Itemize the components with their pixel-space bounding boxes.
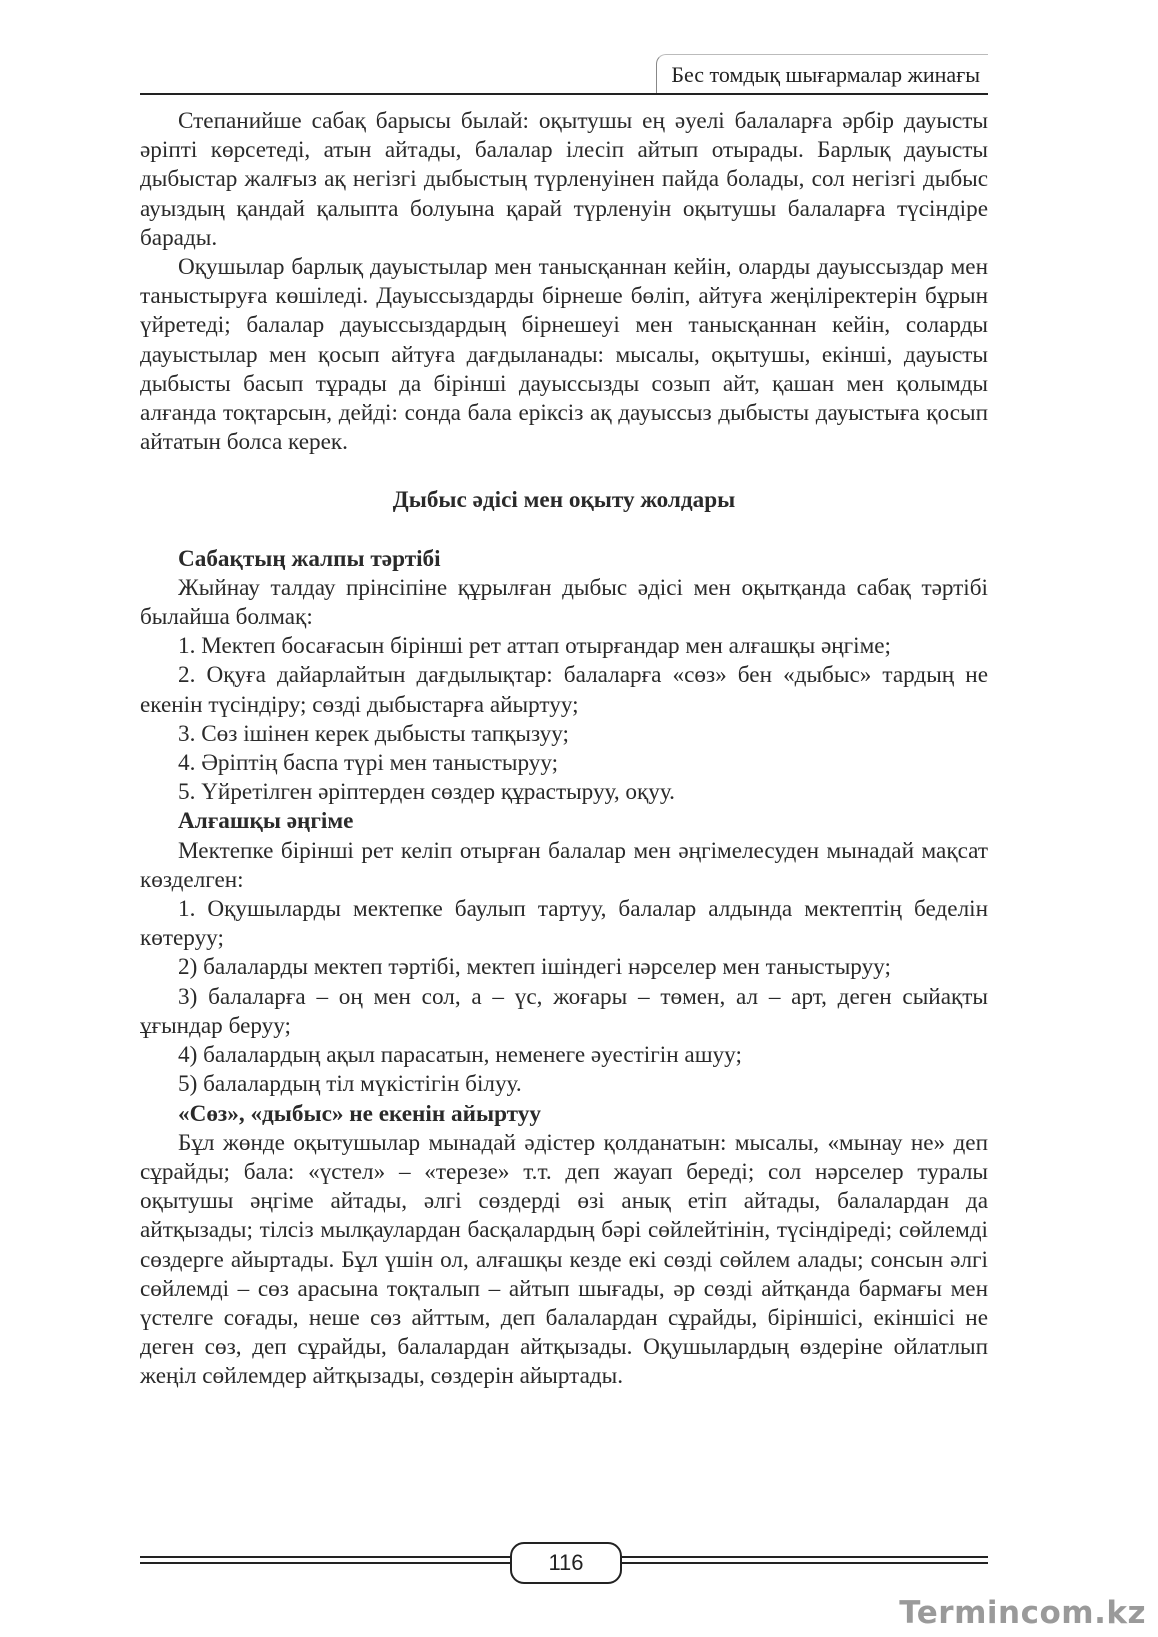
watermark-logo: Termincom.kz	[899, 1595, 1146, 1631]
list-item: 3. Сөз ішінен керек дыбысты тапқызуу;	[178, 720, 569, 747]
header-rule	[140, 93, 988, 95]
paragraph: Степанийше сабақ барысы былай: оқытушы ең әуелі балаларға әрбір дауысты әріпті көрсетеді, атын айтады, балалар ілесіп айтып отырады. Барлық дауысты дыбыстар жалғыз ақ негізгі дыбыстың түрленуінен пайда болады, сол негізгі дыбыс ауыздың қандай қалыпта болуына қарай түрленуін оқытушы балаларға түсіндіре барады.	[140, 108, 988, 251]
list-item: 2) балаларды мектеп тәртібі, мектеп ішіндегі нәрселер мен таныстыруу;	[178, 954, 891, 981]
page-number-box	[510, 1542, 622, 1584]
subsection-title: Алғашқы әңгіме	[178, 808, 354, 835]
subsection-title: «Сөз», «дыбыс» не екенін айыртуу	[178, 1100, 541, 1127]
list-item: 5) балалардың тіл мүкістігін білуу.	[178, 1071, 522, 1098]
page-content	[140, 107, 988, 1392]
list-item: 3) балаларға – оң мен сол, а – үс, жоғары – төмен, ал – арт, деген сыйақты ұғындар беруу;	[140, 983, 988, 1039]
page-footer	[140, 1542, 988, 1582]
running-header	[656, 54, 988, 93]
paragraph: Оқушылар барлық дауыстылар мен танысқаннан кейін, оларды дауыссыздар мен таныстыруға көшіледі. Дауыссыздарды бірнеше бөліп, айтуға жеңіліректерін бұрын үйретеді; балалар дауыссыздардың бірнешеуі мен танысқаннан кейін, соларды дауыстылар мен қосып айтуға дағдыланады: мысалы, оқытушы, екінші, дауысты дыбысты басып тұрады да бірінші дауыссызды созып айт, қашан мен қолымды алғанда тоқтарсын, дейді: сонда бала еріксіз ақ дауыссыз дыбысты дауыстыға қосып айтатын болса керек.	[140, 254, 988, 456]
page-number: 116	[548, 1550, 584, 1575]
paragraph: Жыйнау талдау прінсіпіне құрылған дыбыс әдісі мен оқытқанда сабақ тәртібі былайша болмақ:	[140, 574, 988, 631]
subsection-title: Сабақтың жалпы тәртібі	[178, 545, 441, 572]
list-item: 5. Үйретілген әріптерден сөздер құрастыруу, оқуу.	[178, 779, 675, 806]
list-item: 1. Оқушыларды мектепке баулып тартуу, балалар алдында мектептің беделін көтеруу;	[140, 896, 988, 952]
list-item: 2. Оқуға дайарлайтын дағдылықтар: балаларға «сөз» бен «дыбыс» тардың не екенін түсіндіру; сөзді дыбыстарға айыртуу;	[140, 662, 988, 718]
book-title: Бес томдық шығармалар жинағы	[671, 62, 980, 87]
list-item: 4) балалардың ақыл парасатын, неменеге әуестігін ашуу;	[178, 1042, 742, 1069]
paragraph: Мектепке бірінші рет келіп отырған балалар мен әңгімелесуден мынадай мақсат көзделген:	[140, 837, 988, 893]
list-item: 1. Мектеп босағасын бірінші рет аттап отырғандар мен алғашқы әңгіме;	[178, 633, 892, 660]
paragraph: Бұл жөнде оқытушылар мынадай әдістер қолданатын: мысалы, «мынау не» деп сұрайды; бала: «үстел» – «терезе» т.т. деп жауап береді; сол нәрселер туралы оқытушы әңгіме айтады, әлгі сөздерді өзі анық етіп айтады, балалардан да айтқызады; тілсіз мылқаулардан басқалардың бәрі сөйлейтінін, түсіндіреді; сөйлемді сөздерге айыртады. Бұл үшін ол, алғашқы кезде екі сөзді сөйлем алады; сонсын әлгі сөйлемді – сөз арасына тоқталып – айтып шығады, әр сөзді айтқанда бармағы мен үстелге соғады, неше сөз айттым, деп балалардан сұрайды, біріншісі, екіншісі не деген сөз, деп сұрайды, балалардан айтқызады. Оқушылардың өздеріне ойлатлып жеңіл сөйлемдер айтқызады, сөздерін айыртады.	[140, 1129, 988, 1390]
list-item: 4. Әріптің баспа түрі мен таныстыруу;	[178, 750, 559, 777]
section-heading: Дыбыс әдісі мен оқыту жолдары	[392, 487, 736, 514]
